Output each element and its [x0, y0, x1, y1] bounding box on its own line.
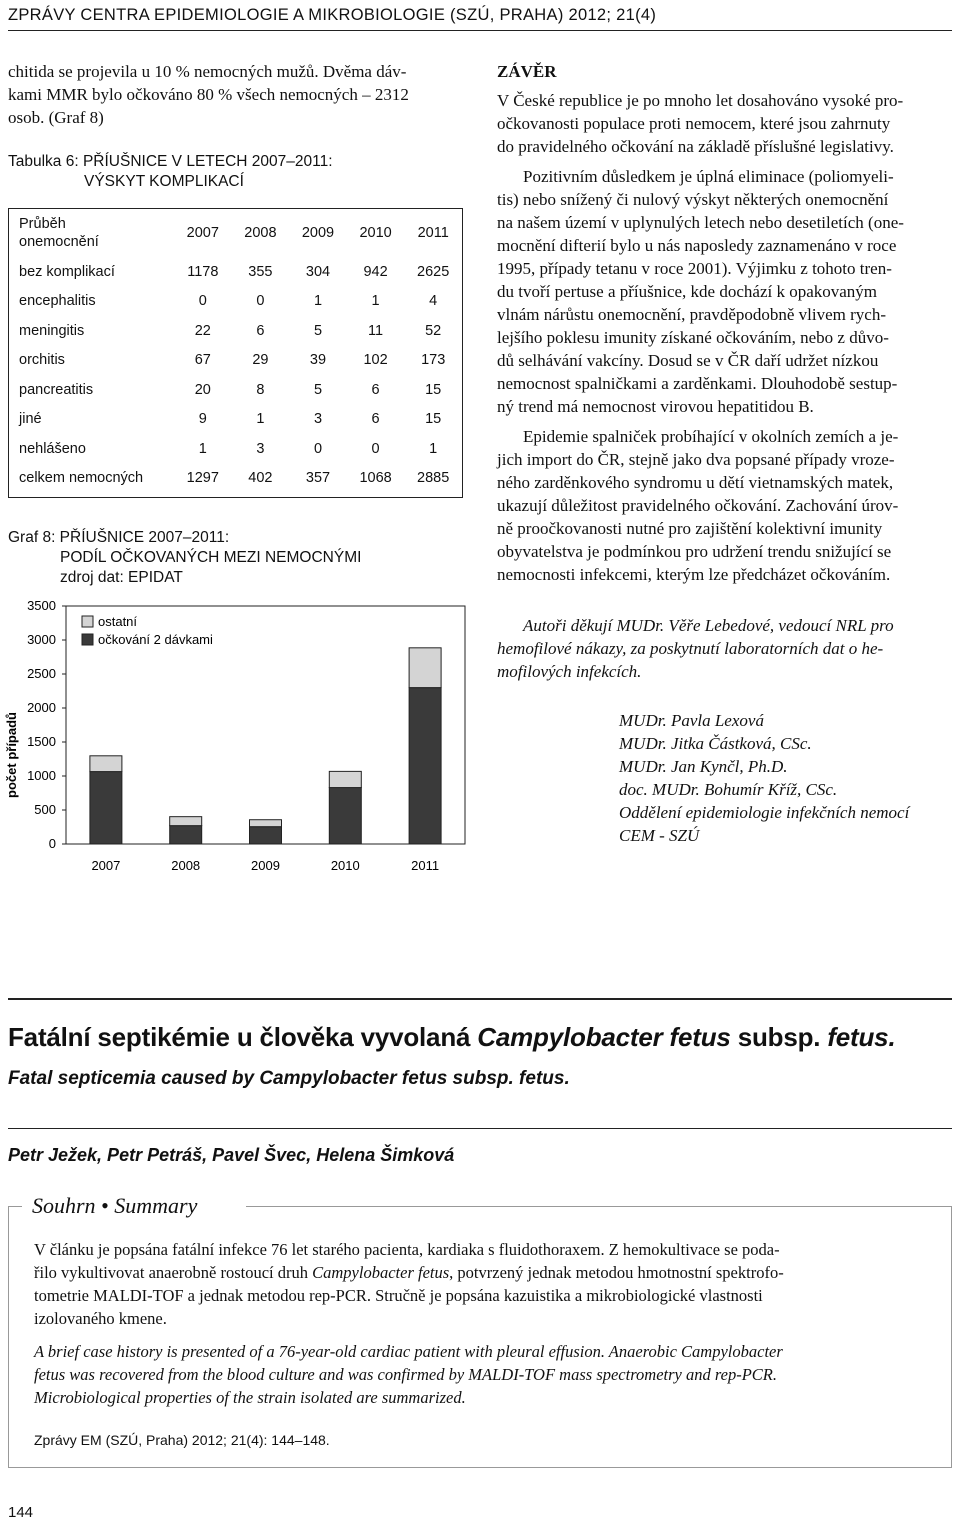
abstract-species: Campylobacter fetus	[312, 1263, 450, 1282]
y-axis-label: počet případů	[4, 712, 19, 798]
text-line: obyvatelstva je podmínkou pro udržení trendu snižující se	[497, 542, 892, 561]
bar-segment-other	[409, 648, 441, 688]
text-line: doc. MUDr. Bohumír Kříž, CSc.	[619, 780, 838, 799]
title-part: subsp.	[730, 1022, 828, 1052]
article-title-en: Fatal septicemia caused by Campylobacter fetus subsp. fetus.	[8, 1068, 570, 1089]
year-header: 2007	[186, 225, 219, 241]
en-abstract	[34, 1340, 934, 1409]
abstract-line: fetus was recovered from the blood culture and was confirmed by MALDI-TOF mass spectrometry and rep-PCR.	[34, 1365, 778, 1384]
text-line: dů selhávání vakcíny. Dosud se v ČR daří udržet nízkou	[497, 351, 879, 370]
text-line: ně proočkovanosti nutné pro zajištění kolektivní imunity	[497, 519, 883, 538]
row-label: meningitis	[19, 322, 85, 339]
table-row	[9, 375, 462, 405]
intro-line: osob. (Graf 8)	[8, 108, 104, 127]
y-tick-label: 2000	[27, 700, 56, 715]
year-header: 2009	[301, 225, 335, 241]
box-top-rule-right	[246, 1206, 952, 1207]
table-cell: 942	[363, 263, 388, 280]
text-line: očkovanosti populace proti nemocem, které jsou zahrnuty	[497, 114, 891, 133]
header-label-line: Průběh	[19, 216, 66, 232]
y-tick-label: 0	[48, 836, 56, 851]
table-cell: 1	[371, 293, 380, 310]
y-tick-label: 3000	[27, 632, 56, 647]
text-line: Pozitivním důsledkem je úplná eliminace (poliomyeli-	[523, 167, 894, 186]
abstract-line: A brief case history is presented of a 76-year-old cardiac patient with pleural effusion. Anaerobic Campylobacter	[34, 1342, 783, 1361]
row-label: encephalitis	[19, 293, 96, 310]
table-cell: 357	[305, 470, 331, 487]
header-rule	[8, 30, 952, 31]
table-row	[9, 257, 462, 287]
y-tick-label: 500	[34, 802, 56, 817]
table-cell: 2885	[417, 470, 450, 487]
text-line: ukazují důležitost pravidelného očkování. Zachování úrov-	[497, 496, 899, 515]
table-cell: 52	[425, 322, 442, 339]
text-line: jich import do ČR, stejně jako dva popsané případy vroze-	[497, 450, 895, 469]
bar-segment-vaccinated	[170, 826, 202, 844]
conclusion-section	[497, 60, 958, 847]
table-cell: 402	[248, 470, 273, 487]
text-line: Epidemie spalniček probíhající v okolních zemích a je-	[523, 427, 899, 446]
text-line: hemofilové nákazy, za poskytnutí laboratorních dat o he-	[497, 639, 884, 658]
text-line: lejšího poklesu imunity získané očkováním, nebo z důvo-	[497, 328, 889, 347]
table-cell: 355	[248, 263, 273, 280]
row-label: celkem nemocných	[19, 470, 144, 487]
conclusion-paragraph-2	[497, 165, 958, 418]
graph-caption-line2: PODÍL OČKOVANÝCH MEZI NEMOCNÝMI	[60, 549, 362, 566]
citation: Zprávy EM (SZÚ, Praha) 2012; 21(4): 144–148.	[34, 1432, 330, 1448]
year-header: 2010	[359, 225, 392, 241]
graph-caption	[8, 528, 361, 588]
table-cell: 0	[198, 293, 207, 310]
x-tick-label: 2008	[171, 858, 201, 873]
table-row	[9, 405, 462, 435]
text-line: nemocnosti infekcemi, kterým lze předcházet očkováním.	[497, 565, 891, 584]
abstract-line-part: , potvrzený jednak metodou hmotnostní spektrofo-	[449, 1263, 784, 1282]
title-part: Fatální septikémie u člověka vyvolaná	[8, 1022, 478, 1052]
y-tick-label: 1000	[27, 768, 56, 783]
text-line: na našem území v uplynulých letech nebo desetiletích (one-	[497, 213, 904, 232]
intro-line: kami MMR bylo očkováno 80 % všech nemocných – 2312	[8, 85, 409, 104]
table-cell: 0	[313, 440, 323, 457]
conclusion-heading: ZÁVĚR	[497, 62, 557, 81]
table-caption	[8, 152, 333, 192]
text-line: mocnění difterií bylo u nás naposledy zaznamenáno v roce	[497, 236, 897, 255]
abstract-line: V článku je popsána fatální infekce 76 let starého pacienta, kardiaka s fluidothoraxem. Z hemokultivace se poda-	[34, 1240, 780, 1259]
y-tick-label: 3500	[27, 598, 56, 613]
x-tick-label: 2009	[251, 858, 280, 873]
text-line: du tvoří pertuse a příušnice, kde dochází k opakovaným	[497, 282, 878, 301]
abstract-line: tometrie MALDI-TOF a jednak metodou rep-PCR. Stručně je popsána kazuistika a mikrobiologické vlastnosti	[34, 1286, 763, 1305]
bar-segment-vaccinated	[250, 827, 282, 844]
table-cell: 1178	[187, 263, 219, 280]
text-line: tis) nebo snížený či nulový výskyt některých onemocnění	[497, 190, 889, 209]
abstract-line	[34, 1261, 934, 1284]
text-line: Oddělení epidemiologie infekčních nemocí	[619, 803, 910, 822]
abstract-line: izolovaného kmene.	[34, 1309, 167, 1328]
table-row	[9, 316, 462, 346]
table-cell: 22	[194, 322, 211, 339]
table-cell: 15	[425, 411, 442, 428]
summary-heading-sep: •	[95, 1193, 115, 1218]
running-header: ZPRÁVY CENTRA EPIDEMIOLOGIE A MIKROBIOLOGIE (SZÚ, PRAHA) 2012; 21(4)	[8, 6, 657, 24]
abstract-line-part: řilo vykultivovat anaerobně rostoucí druh	[34, 1263, 313, 1282]
bar-segment-other	[90, 756, 122, 772]
row-label: nehlášeno	[19, 440, 86, 457]
page-number: 144	[8, 1504, 34, 1521]
x-tick-label: 2010	[330, 858, 360, 873]
summary-heading	[32, 1192, 197, 1220]
text-line: vlnám nárůstu onemocnění, pravděpodobně vlivem rych-	[497, 305, 886, 324]
table-cell: 8	[256, 381, 265, 398]
table-caption-line1: Tabulka 6: PŘÍUŠNICE V LETECH 2007–2011:	[8, 153, 333, 170]
table-cell: 0	[371, 440, 380, 457]
abstract-line: Microbiological properties of the strain isolated are summarized.	[34, 1388, 466, 1407]
x-tick-label: 2011	[411, 858, 440, 873]
table-cell: 6	[371, 381, 380, 398]
table-cell: 1297	[186, 470, 219, 487]
box-top-rule-left	[8, 1206, 22, 1207]
table-cell: 1	[429, 440, 438, 457]
table-cell: 5	[313, 322, 323, 339]
table-row	[9, 434, 462, 464]
bar-segment-vaccinated	[329, 788, 361, 844]
text-line: ný trend má nemocnost virovou hepatitidou B.	[497, 397, 814, 416]
table-cell: 102	[363, 352, 388, 369]
text-line: Autoři děkují MUDr. Věře Lebedové, vedoucí NRL pro	[523, 616, 894, 635]
table-cell: 4	[429, 293, 438, 310]
cz-abstract	[34, 1238, 934, 1330]
text-line: V České republice je po mnoho let dosahováno vysoké pro-	[497, 91, 904, 110]
table-cell: 6	[256, 322, 265, 339]
legend-swatch-vaccinated	[82, 634, 93, 645]
header-label-line: onemocnění	[19, 234, 99, 250]
table-header-label	[9, 209, 174, 257]
legend-label: ostatní	[98, 614, 138, 629]
year-header: 2008	[244, 225, 277, 241]
text-line: MUDr. Pavla Lexová	[619, 711, 764, 730]
text-line: do pravidelného očkování na základě příslušné legislativy.	[497, 137, 894, 156]
text-line: nemocnost spalničkami a zarděnkami. Dlouhodobě sestup-	[497, 374, 898, 393]
bar-segment-vaccinated	[409, 688, 441, 844]
row-label: pancreatitis	[19, 381, 94, 398]
table-cell: 39	[309, 352, 327, 369]
stacked-bar-chart	[0, 590, 470, 880]
table-cell: 67	[194, 352, 211, 369]
table-cell: 1	[256, 411, 265, 428]
table-cell: 6	[371, 411, 380, 428]
table-cell: 29	[252, 352, 269, 369]
bar-segment-other	[170, 817, 202, 826]
text-line: mofilových infekcích.	[497, 662, 642, 681]
table-cell: 2625	[417, 263, 450, 280]
row-label: orchitis	[19, 352, 65, 369]
text-line: MUDr. Jan Kynčl, Ph.D.	[619, 757, 788, 776]
graph-caption-line3: zdroj dat: EPIDAT	[60, 569, 183, 586]
y-tick-label: 2500	[27, 666, 56, 681]
table-row	[9, 287, 462, 317]
summary-heading-cz: Souhrn	[32, 1193, 96, 1218]
table-cell: 304	[305, 263, 331, 280]
table-cell: 1	[198, 440, 207, 457]
bar-segment-vaccinated	[90, 772, 122, 844]
table-cell: 20	[194, 381, 211, 398]
left-intro-text	[8, 60, 463, 129]
conclusion-paragraph-1	[497, 89, 958, 158]
complications-table	[8, 208, 463, 498]
row-label: jiné	[19, 411, 42, 428]
table-row	[9, 464, 462, 494]
text-line: 1995, případy tetanu v roce 2001). Výjimku z tohoto tren-	[497, 259, 892, 278]
table-cell: 15	[425, 381, 442, 398]
table-cell: 1068	[359, 470, 392, 487]
conclusion-paragraph-3	[497, 425, 958, 586]
title-rule	[8, 1128, 952, 1129]
table-cell: 3	[313, 411, 323, 428]
acknowledgements	[497, 614, 958, 683]
y-tick-label: 1500	[27, 734, 56, 749]
article-authors: Petr Ježek, Petr Petráš, Pavel Švec, Helena Šimková	[8, 1145, 455, 1165]
table-cell: 5	[313, 381, 323, 398]
bar-segment-other	[329, 771, 361, 787]
legend-label: očkování 2 dávkami	[98, 632, 213, 647]
section-rule	[8, 998, 952, 1000]
text-line: ného zarděnkového syndromu u dětí vietnamských matek,	[497, 473, 894, 492]
table-row	[9, 346, 462, 376]
table-cell: 11	[368, 322, 384, 339]
bar-segment-other	[250, 820, 282, 827]
table-header-row	[9, 209, 462, 257]
table-cell: 9	[198, 411, 207, 428]
year-header: 2011	[417, 225, 449, 241]
title-subspecies: fetus.	[827, 1022, 896, 1052]
text-line: CEM - SZÚ	[619, 826, 700, 845]
x-tick-label: 2007	[91, 858, 121, 873]
intro-line: chitida se projevila u 10 % nemocných mužů. Dvěma dáv-	[8, 62, 407, 81]
title-species: Campylobacter fetus	[477, 1022, 731, 1052]
table-cell: 173	[421, 352, 446, 369]
signatures	[619, 709, 958, 847]
table-cell: 3	[256, 440, 265, 457]
row-label: bez komplikací	[19, 263, 115, 280]
table-caption-line2: VÝSKYT KOMPLIKACÍ	[84, 173, 244, 190]
article-title-cz	[8, 1022, 895, 1053]
summary-heading-en: Summary	[114, 1193, 198, 1218]
graph-caption-line1: Graf 8: PŘÍUŠNICE 2007–2011:	[8, 529, 230, 546]
table-cell: 1	[313, 293, 323, 310]
text-line: MUDr. Jitka Částková, CSc.	[619, 734, 812, 753]
table-cell: 0	[256, 293, 265, 310]
legend-swatch-other	[82, 616, 93, 627]
